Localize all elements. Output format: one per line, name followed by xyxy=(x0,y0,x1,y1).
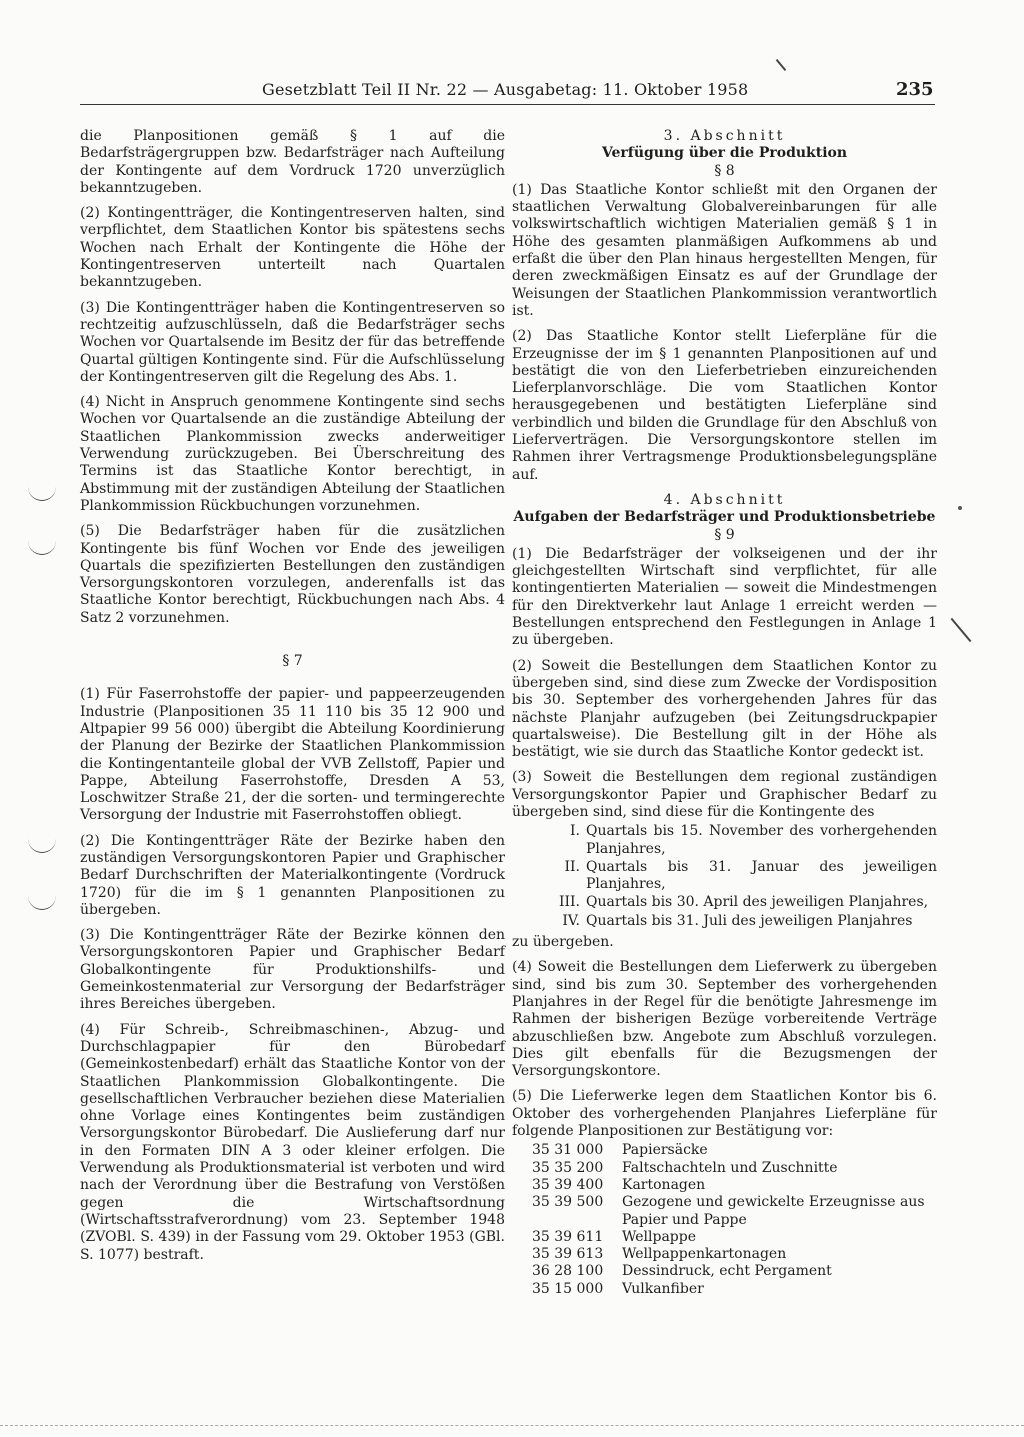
section-7-heading: § 7 xyxy=(282,653,303,670)
position-code: 35 15 000 xyxy=(532,1280,604,1297)
right-column xyxy=(512,128,937,1298)
list-item xyxy=(512,1263,937,1280)
page-bottom-edge xyxy=(0,1425,1024,1426)
margin-check-mark xyxy=(28,838,56,853)
paragraph-9-4: (4) Soweit die Bestellungen dem Lieferwerk zu übergeben sind, sind bis zum 30. September des vorhergehenden Planjahres in der Regel für die benötigte Jahresmenge im Rahmen der bisherigen Bezüge vorbereitende Verträge abzuschließen bzw. Angebote zum Abschluß vorzulegen. Dies gilt ebenfalls für die Bezugsmengen der Versorgungskontore. xyxy=(512,959,937,1080)
position-code: 36 28 100 xyxy=(532,1263,604,1280)
list-item xyxy=(512,894,937,911)
section-9-heading: § 9 xyxy=(714,526,735,543)
paragraph-9-1: (1) Die Bedarfsträger der volkseigenen und der ihr gleichgestellten Wirtschaft sind verpflichtet, für alle kontingentierten Materialien — soweit die Mindestmengen für den Direktverkehr laut Anlage 1 erreicht werden — Bestellungen entsprechend den Festlegungen in Anlage 1 zu übergeben. xyxy=(512,545,937,649)
quarter-number: II. xyxy=(564,858,580,875)
paragraph-6-3: (3) Die Kontingentträger haben die Kontingentreserven so rechtzeitig aufzuschlüsseln, daß die Bedarfsträger sechs Wochen vor Quartalsende im Besitz der für das betreffende Quartal gültigen Kontingente sind. Für die Aufschlüsselung der Kontingentreserven gilt die Regelung des Abs. 1. xyxy=(80,299,505,385)
list-item xyxy=(512,1281,937,1298)
list-item xyxy=(512,859,937,894)
section-8-heading: § 8 xyxy=(714,162,735,179)
position-code: 35 35 200 xyxy=(532,1159,604,1176)
quarter-text: Quartals bis 31. Juli des jeweiligen Planjahres xyxy=(586,912,913,929)
abschnitt-3-heading: 3. Abschnitt xyxy=(663,128,786,144)
list-item xyxy=(512,1177,937,1194)
paragraph-8-1: (1) Das Staatliche Kontor schließt mit den Organen der staatlichen Verwaltung Globalvereinbarungen für alle volkswirtschaftlich wichtigen Materialien gemäß § 1 in Höhe des gesamten planmäßigen Aufkommens ab und erfaßt die über den Plan hinaus hergestellten Mengen, für deren zweckmäßigen Einsatz es auf der Grundlage der Weisungen der Staatlichen Plankommission verantwortlich ist. xyxy=(512,181,937,319)
position-name: Faltschachteln und Zuschnitte xyxy=(622,1159,838,1176)
planposition-list xyxy=(512,1142,937,1298)
position-code: 35 39 500 xyxy=(532,1194,604,1211)
position-code: 35 31 000 xyxy=(532,1142,604,1159)
paragraph-continuation: die Planpositionen gemäß § 1 auf die Bedarfsträgergruppen bzw. Bedarfsträger nach Aufteilung der Kontingente auf dem Vordruck 1720 unverzüglich bekanntzugeben. xyxy=(80,128,505,196)
speck-mark xyxy=(958,506,962,510)
left-column xyxy=(80,128,505,1272)
quarter-list xyxy=(512,823,937,930)
quarter-number: III. xyxy=(558,894,580,911)
paragraph-6-2: (2) Kontingentträger, die Kontingentreserven halten, sind verpflichtet, dem Staatlichen Kontor bis spätestens sechs Wochen nach Erhalt der Kontingente die Höhe der Kontingentreserven unterteilt nach Quartalen bekanntzugeben. xyxy=(80,205,505,291)
position-name: Papiersäcke xyxy=(622,1142,708,1159)
position-name: Gezogene und gewickelte Erzeugnisse aus Papier und Pappe xyxy=(622,1194,925,1228)
paragraph-9-5: (5) Die Lieferwerke legen dem Staatlichen Kontor bis 6. Oktober des vorhergehenden Planjahres Lieferpläne für folgende Planpositionen zur Bestätigung vor: xyxy=(512,1088,937,1140)
list-item xyxy=(512,913,937,930)
quarter-text: Quartals bis 15. November des vorhergehenden Planjahres, xyxy=(586,823,937,857)
quarter-text: Quartals bis 30. April des jeweiligen Planjahres, xyxy=(586,894,929,911)
page-number: 235 xyxy=(896,79,934,100)
paragraph-7-1: (1) Für Faserrohstoffe der papier- und pappeerzeugenden Industrie (Planpositionen 35 11 110 bis 35 12 900 und Altpapier 99 56 000) übergibt die Abteilung Koordinierung der Planung der Bezirke der Staatlichen Plankommission die Kontingentanteile global der VVB Zellstoff, Papier und Pappe, Abteilung Faserrohstoffe, Dresden A 53, Loschwitzer Straße 21, der die sorten- und termingerechte Versorgung der Industrie mit Faserrohstoffen obliegt. xyxy=(80,686,505,824)
margin-check-mark xyxy=(28,895,56,910)
header-rule xyxy=(80,104,935,105)
quarter-number: IV. xyxy=(562,912,580,929)
list-item xyxy=(512,1194,937,1229)
paragraph-6-5: (5) Die Bedarfsträger haben für die zusätzlichen Kontingente bis fünf Wochen vor Ende des jeweiligen Quartals die spezifizierten Bestellungen den zuständigen Versorgungskontoren vorzulegen, anderenfalls ist das Staatliche Kontor berechtigt, Rückbuchungen nach Abs. 4 Satz 2 vorzunehmen. xyxy=(80,523,505,626)
margin-check-mark xyxy=(28,486,56,501)
position-code: 35 39 400 xyxy=(532,1176,604,1193)
margin-check-mark xyxy=(28,540,56,555)
position-name: Kartonagen xyxy=(622,1176,706,1193)
list-item xyxy=(512,1142,937,1159)
position-name: Wellpappenkartonagen xyxy=(622,1246,787,1263)
page-header xyxy=(0,80,1024,110)
paragraph-9-3: (3) Soweit die Bestellungen dem regional zuständigen Versorgungskontor Papier und Graphischer Bedarf zu übergeben sind, sind diese für die Kontingente des xyxy=(512,769,937,820)
position-name: Dessindruck, echt Pergament xyxy=(622,1263,832,1280)
list-item xyxy=(512,1160,937,1177)
position-name: Wellpappe xyxy=(622,1228,697,1245)
position-name: Vulkanfiber xyxy=(622,1280,704,1297)
margin-slash-mark xyxy=(951,618,972,642)
paragraph-9-2: (2) Soweit die Bestellungen dem Staatlichen Kontor zu übergeben sind, sind diese zum Zwecke der Vordisposition bis 30. September des vorhergehenden Jahres für das nächste Planjahr aufzugeben (bei Zeitungsdruckpapier quartalsweise). Die Bestellung gilt in der Höhe als bestätigt, wie sie durch das Staatliche Kontor gedeckt ist. xyxy=(512,657,937,761)
abschnitt-4-title: Aufgaben der Bedarfsträger und Produktionsbetriebe xyxy=(513,509,936,526)
paragraph-7-4: (4) Für Schreib-, Schreibmaschinen-, Abzug- und Durchschlagpapier für den Bürobedarf (Gemeinkostenbedarf) erhält das Staatliche Kontor von der Staatlichen Plankommission Globalkontingente. Die gesellschaftlichen Verbraucher beziehen diese Materialien ohne Vorlage eines Kontingentes beim zuständigen Versorgungskontor Bürobedarf. Die Auslieferung darf nur in den Formaten DIN A 3 oder kleiner erfolgen. Die Verwendung als Produktionsmaterial ist verboten und wird nach der Verordnung über die Bestrafung von Verstößen gegen die Wirtschaftsordnung (Wirtschaftsstrafverordnung) vom 23. September 1948 (ZVOBl. S. 439) in der Fassung vom 29. Oktober 1953 (GBl. S. 1077) bestraft. xyxy=(80,1021,505,1263)
position-code: 35 39 611 xyxy=(532,1228,604,1245)
list-item xyxy=(512,1246,937,1263)
paragraph-9-3-end: zu übergeben. xyxy=(512,934,614,951)
list-item xyxy=(512,823,937,858)
paragraph-7-3: (3) Die Kontingentträger Räte der Bezirke können den Versorgungskontoren Papier und Graphischer Bedarf Globalkontingente für Produktionshilfs- und Gemeinkostenmaterial zur Versorgung der Bedarfsträger ihres Bereiches übergeben. xyxy=(80,927,505,1013)
position-code: 35 39 613 xyxy=(532,1246,604,1263)
quarter-text: Quartals bis 31. Januar des jeweiligen Planjahres, xyxy=(586,858,937,893)
abschnitt-4-heading: 4. Abschnitt xyxy=(663,491,786,508)
margin-tick-mark xyxy=(776,59,787,71)
list-item xyxy=(512,1229,937,1246)
paragraph-7-2: (2) Die Kontingentträger Räte der Bezirke haben den zuständigen Versorgungskontoren Papier und Graphischer Bedarf Durchschriften der Materialkontingente (Vordruck 1720) für die im § 1 genannten Planpositionen zu übergeben. xyxy=(80,832,505,918)
header-title: Gesetzblatt Teil II Nr. 22 — Ausgabetag: 11. Oktober 1958 xyxy=(262,80,749,99)
quarter-number: I. xyxy=(570,823,580,840)
paragraph-8-2: (2) Das Staatliche Kontor stellt Lieferpläne für die Erzeugnisse der im § 1 genannten Planpositionen auf und bestätigt die von den Lieferbetrieben einzureichenden Lieferplanvorschläge. Die vom Staatlichen Kontor herausgegebenen und bestätigten Lieferpläne sind verbindlich und bilden die Grundlage für den Abschluß von Lieferverträgen. Die Versorgungskontore stellen im Rahmen ihrer Vertragsmenge Produktionsbelegungspläne auf. xyxy=(512,328,937,483)
paragraph-6-4: (4) Nicht in Anspruch genommene Kontingente sind sechs Wochen vor Quartalsende an die zuständige Abteilung der Staatlichen Plankommission zwecks anderweitiger Verwendung zurückzugeben. Bei Überschreitung des Termins ist das Staatliche Kontor berechtigt, in Abstimmung mit der zuständigen Abteilung der Staatlichen Plankommission Rückbuchungen vorzunehmen. xyxy=(80,394,505,514)
abschnitt-3-title: Verfügung über die Produktion xyxy=(601,145,848,162)
